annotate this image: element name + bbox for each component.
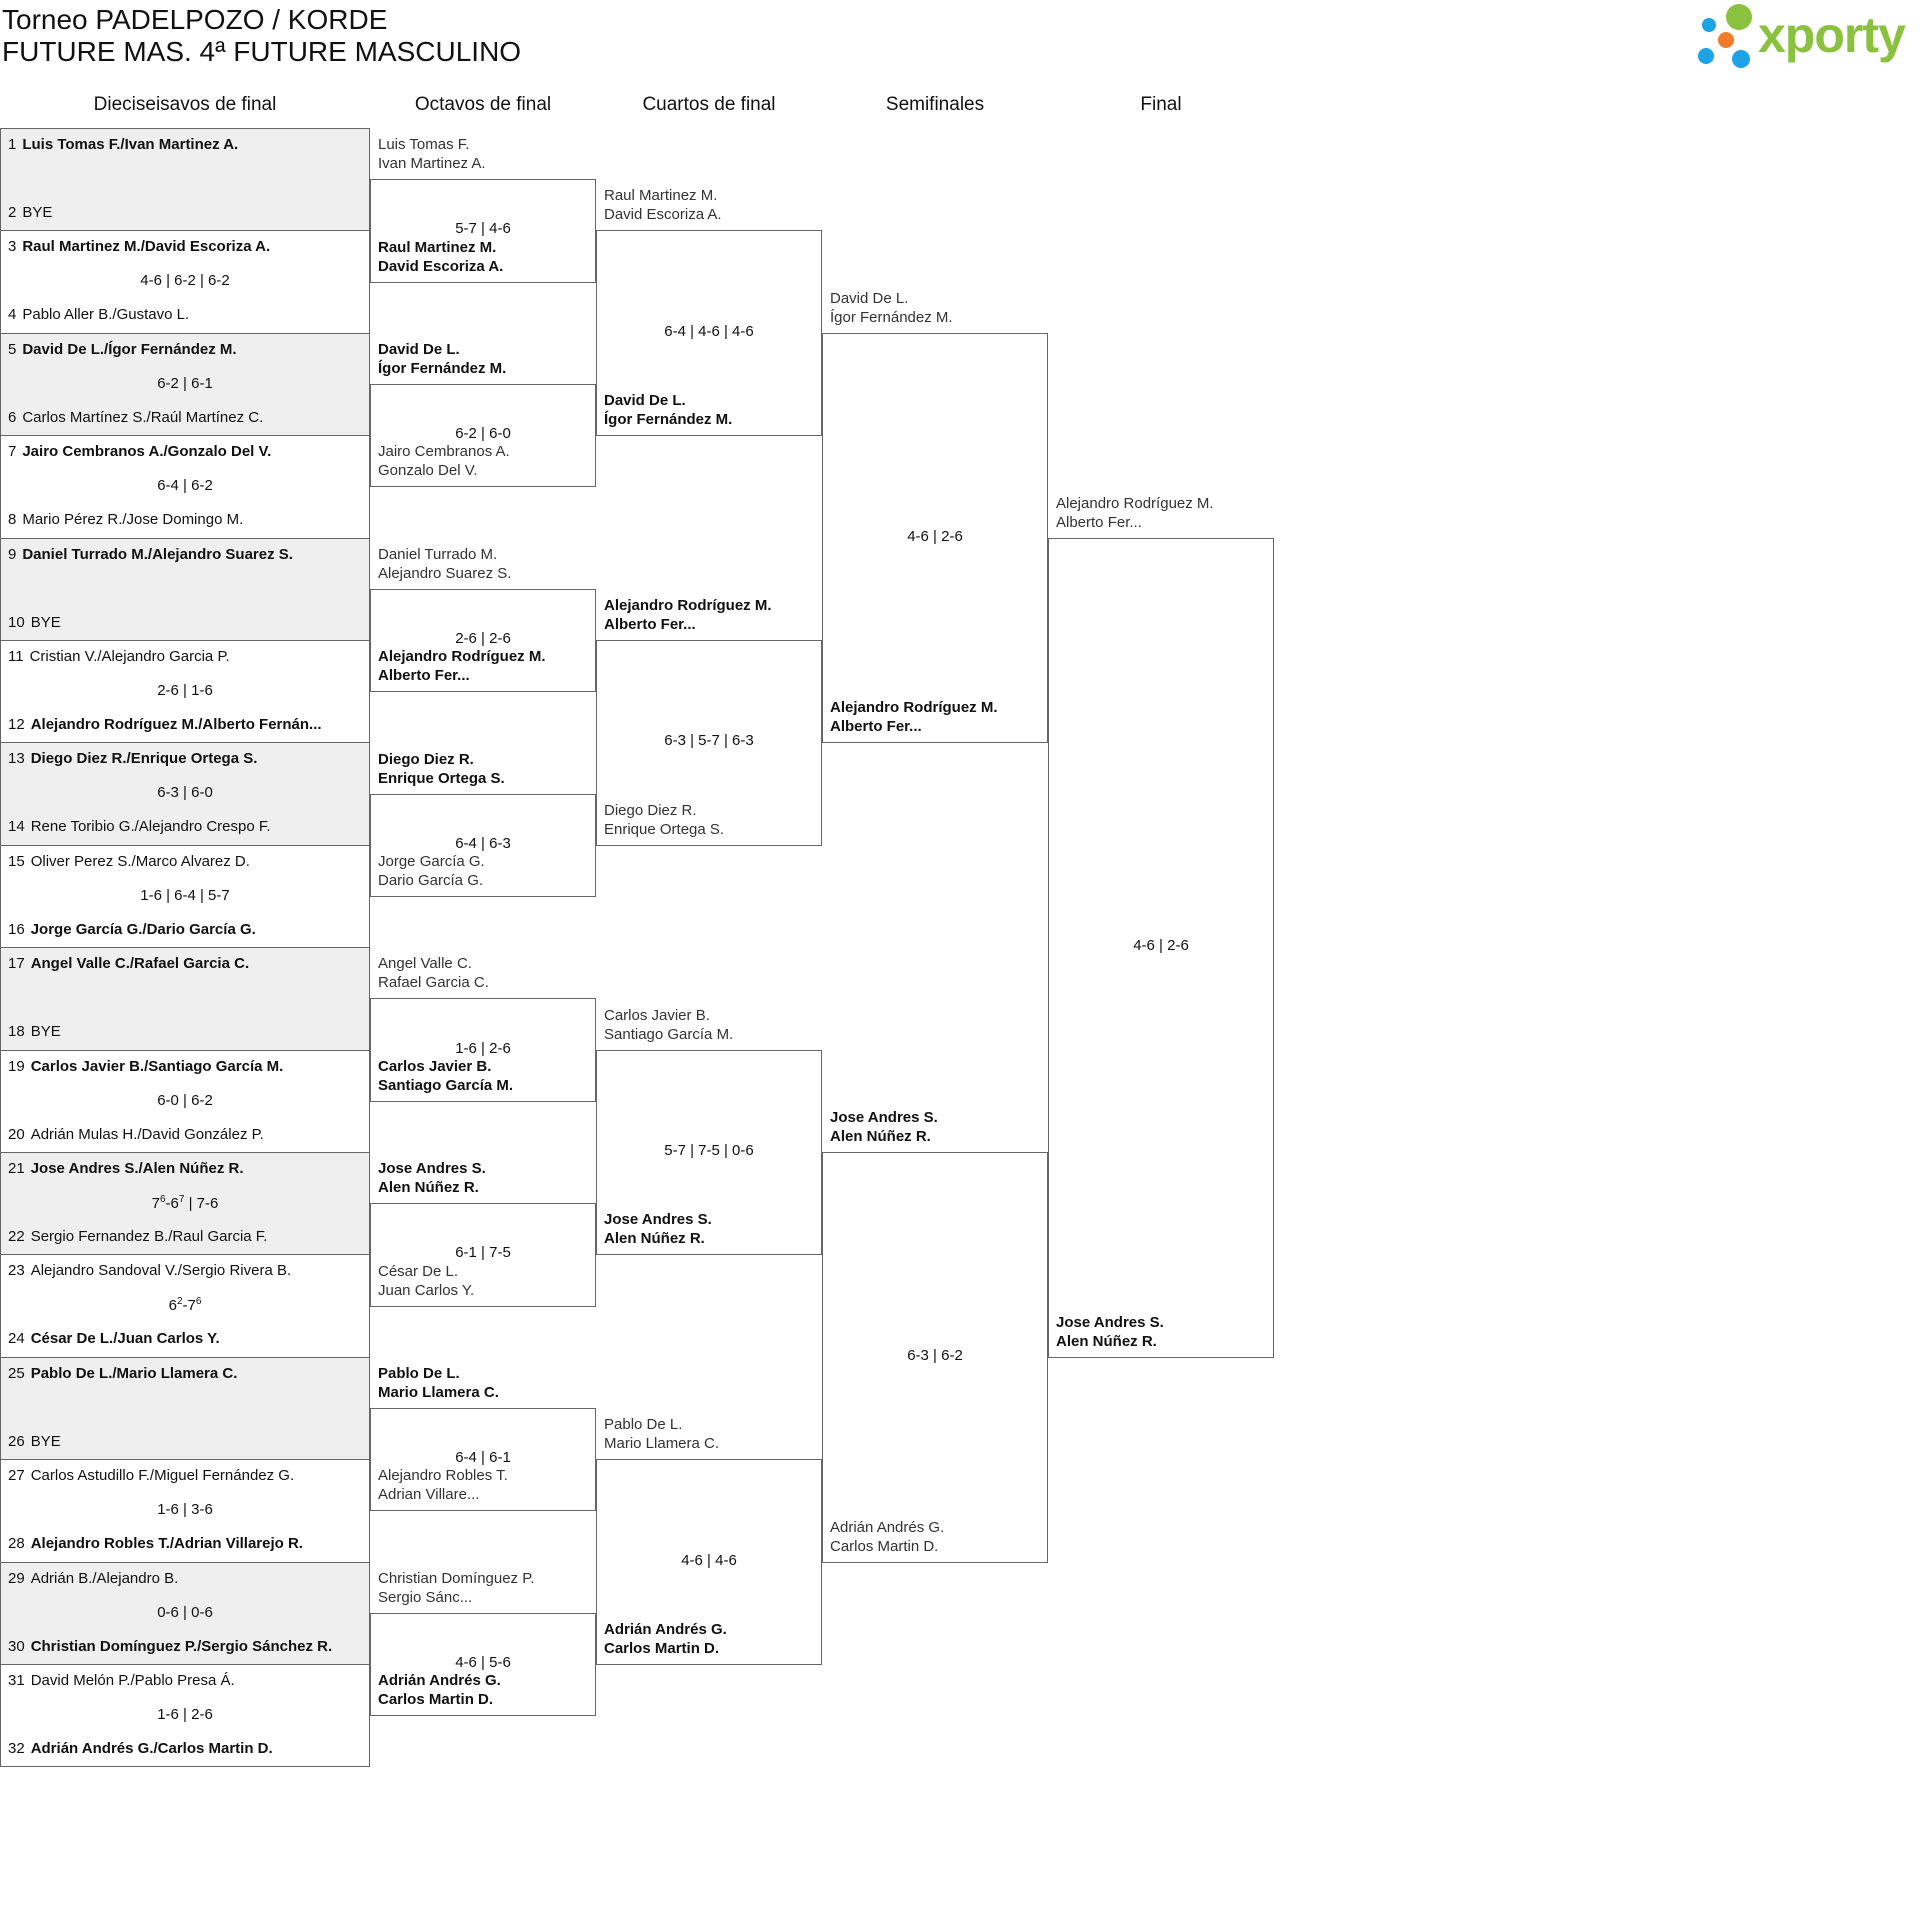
team-pair[interactable] <box>604 801 724 839</box>
team-entry[interactable] <box>8 306 189 323</box>
player-name: Jairo Cembranos A. <box>378 443 510 461</box>
match-score: 6-2 | 6-0 <box>455 425 511 443</box>
team-pair[interactable] <box>604 1006 733 1044</box>
team-name: David De L./Ígor Fernández M. <box>22 340 237 358</box>
player-name: Ígor Fernández M. <box>830 308 953 326</box>
team-name: Angel Valle C./Rafael Garcia C. <box>30 955 250 973</box>
player-name: Alejandro Rodríguez M. <box>1056 494 1214 512</box>
team-pair[interactable] <box>604 1415 719 1453</box>
player-name: Carlos Javier B. <box>604 1006 710 1024</box>
player-name: Daniel Turrado M. <box>378 545 498 563</box>
player-name: Enrique Ortega S. <box>604 820 725 838</box>
team-name: Carlos Astudillo F./Miguel Fernández G. <box>30 1467 295 1485</box>
match-score: 6-4 | 6-2 <box>157 477 213 495</box>
player-name: Adrián Andrés G. <box>378 1672 501 1690</box>
match-score: 6-2 | 6-1 <box>157 374 213 392</box>
match-score: 4-6 | 4-6 <box>681 1551 737 1569</box>
player-name: Rafael Garcia C. <box>378 974 489 992</box>
player-name: Gonzalo Del V. <box>378 462 478 480</box>
seed-number: 32 <box>8 1740 25 1757</box>
player-name: Juan Carlos Y. <box>378 1281 475 1299</box>
seed-number: 12 <box>8 716 25 733</box>
team-entry[interactable] <box>8 1467 294 1484</box>
seed-number: 10 <box>8 613 25 631</box>
team-name: Jairo Cembranos A./Gonzalo Del V. <box>22 443 272 461</box>
match-score: 4-6 | 2-6 <box>1133 937 1189 955</box>
seed-number: 11 <box>8 648 24 665</box>
player-name: Jose Andres S. <box>1056 1313 1164 1331</box>
match-score: 4-6 | 6-2 | 6-2 <box>140 272 230 290</box>
team-entry[interactable] <box>8 443 271 460</box>
seed-number: 21 <box>8 1160 25 1177</box>
player-name: Carlos Martin D. <box>378 1691 494 1709</box>
team-name: Daniel Turrado M./Alejandro Suarez S. <box>22 545 293 563</box>
match-score: 6-3 | 6-2 <box>907 1346 963 1364</box>
logo-dot-blue-1 <box>1702 18 1716 32</box>
team-name: Luis Tomas F./Ivan Martinez A. <box>22 136 239 153</box>
match-score: 6-4 | 6-1 <box>455 1449 511 1467</box>
team-entry[interactable] <box>8 1570 178 1587</box>
team-entry[interactable] <box>8 1365 237 1382</box>
team-entry[interactable] <box>8 341 237 358</box>
team-entry[interactable] <box>8 648 230 665</box>
match-score: 1-6 | 3-6 <box>157 1501 213 1519</box>
team-pair[interactable] <box>378 442 510 480</box>
match-score: $7^6-6^7$ | 7-6 <box>151 1194 219 1212</box>
player-name: David De L. <box>378 341 460 358</box>
xporty-logo[interactable] <box>1696 4 1916 72</box>
seed-number: 23 <box>8 1262 25 1280</box>
logo-dot-blue-2 <box>1698 48 1714 64</box>
match-score: 4-6 | 5-6 <box>455 1654 511 1671</box>
team-pair[interactable] <box>378 340 506 378</box>
match-score: 1-6 | 6-4 | 5-7 <box>140 886 230 904</box>
player-name: Jorge García G. <box>378 853 485 870</box>
team-name: Alejandro Robles T./Adrian Villarejo R. <box>30 1535 303 1553</box>
player-name: David Escoriza A. <box>378 257 504 275</box>
team-pair[interactable] <box>378 1671 501 1709</box>
team-pair[interactable] <box>604 186 722 224</box>
team-entry[interactable] <box>8 921 256 938</box>
match-score: 0-6 | 0-6 <box>157 1603 213 1621</box>
seed-number: 31 <box>8 1672 25 1689</box>
match-score: 4-6 | 2-6 <box>907 527 963 545</box>
team-pair[interactable] <box>378 750 505 788</box>
match-score: 6-4 | 6-3 <box>455 834 511 852</box>
team-entry[interactable] <box>8 1672 235 1689</box>
player-name: Mario Llamera C. <box>378 1384 499 1401</box>
match-score: 6-3 | 6-0 <box>157 784 213 802</box>
player-name: Enrique Ortega S. <box>378 769 505 787</box>
team-name: Mario Pérez R./Jose Domingo M. <box>22 511 244 529</box>
seed-number: 27 <box>8 1467 25 1485</box>
seed-number: 26 <box>8 1432 25 1450</box>
player-name: David De L. <box>830 289 909 307</box>
team-entry[interactable] <box>8 716 322 733</box>
seed-number: 28 <box>8 1535 25 1553</box>
match-score: 2-6 | 2-6 <box>455 630 511 647</box>
player-name: David De L. <box>604 392 686 410</box>
seed-number: 25 <box>8 1364 25 1382</box>
player-name: Raul Martinez M. <box>604 187 718 205</box>
player-name: Ígor Fernández M. <box>604 411 733 429</box>
team-name: Pablo Aller B./Gustavo L. <box>22 306 190 324</box>
player-name: Pablo De L. <box>378 1365 460 1382</box>
team-entry[interactable] <box>8 511 243 528</box>
team-pair[interactable] <box>378 1262 474 1300</box>
team-name: Alejandro Sandoval V./Sergio Rivera B. <box>30 1262 292 1280</box>
match-score: 1-6 | 2-6 <box>455 1039 511 1057</box>
team-pair[interactable] <box>378 1364 499 1402</box>
logo-dot-blue-3 <box>1732 50 1750 68</box>
player-name: Carlos Martin D. <box>830 1537 939 1555</box>
team-pair[interactable] <box>378 545 511 583</box>
team-entry[interactable] <box>8 1058 283 1075</box>
player-name: Jose Andres S. <box>604 1211 712 1229</box>
logo-dot-green <box>1726 4 1752 30</box>
team-pair[interactable] <box>1056 1313 1164 1351</box>
team-pair[interactable] <box>604 596 772 634</box>
player-name: Alejandro Rodríguez M. <box>830 699 998 717</box>
team-pair[interactable] <box>830 289 953 327</box>
team-name: Diego Diez R./Enrique Ortega S. <box>30 750 258 768</box>
round-header-r3: Cuartos de final <box>642 94 776 115</box>
team-pair[interactable] <box>378 852 485 890</box>
seed-number: 18 <box>8 1023 25 1041</box>
team-name: Raul Martinez M./David Escoriza A. <box>22 238 271 256</box>
player-name: Alen Núñez R. <box>830 1128 931 1145</box>
team-entry[interactable] <box>8 1023 61 1040</box>
team-entry[interactable] <box>8 204 52 221</box>
team-pair[interactable] <box>604 1620 727 1658</box>
player-name: Alen Núñez R. <box>604 1230 705 1248</box>
seed-number: 15 <box>8 852 25 870</box>
team-name: Rene Toribio G./Alejandro Crespo F. <box>30 818 271 836</box>
team-entry[interactable] <box>8 1638 332 1655</box>
team-name: Jose Andres S./Alen Núñez R. <box>30 1160 244 1177</box>
player-name: Adrián Andrés G. <box>604 1621 727 1638</box>
seed-number: 29 <box>8 1569 25 1587</box>
team-pair[interactable] <box>378 1159 486 1197</box>
player-name: Christian Domínguez P. <box>378 1569 535 1587</box>
team-entry[interactable] <box>8 750 257 767</box>
match-score: 6-3 | 5-7 | 6-3 <box>664 732 754 750</box>
team-name: Pablo De L./Mario Llamera C. <box>30 1364 238 1382</box>
tournament-title <box>2 4 521 68</box>
match-score: 2-6 | 1-6 <box>157 682 213 699</box>
team-name: BYE <box>30 1432 61 1450</box>
player-name: Alejandro Robles T. <box>378 1467 508 1485</box>
player-name: Carlos Martin D. <box>604 1640 720 1657</box>
player-name: Alberto Fer... <box>604 616 696 633</box>
team-entry[interactable] <box>8 546 293 563</box>
team-pair[interactable] <box>1056 494 1214 532</box>
team-entry[interactable] <box>8 853 250 870</box>
team-entry[interactable] <box>8 238 270 255</box>
team-name: Adrián Andrés G./Carlos Martin D. <box>30 1740 273 1757</box>
player-name: Ígor Fernández M. <box>378 360 507 377</box>
team-entry[interactable] <box>8 818 271 835</box>
team-name: César De L./Juan Carlos Y. <box>30 1330 220 1348</box>
seed-number: 19 <box>8 1057 25 1075</box>
seed-number: 7 <box>8 443 17 461</box>
team-entry[interactable] <box>8 136 238 153</box>
player-name: Adrian Villare... <box>378 1486 480 1504</box>
seed-number: 20 <box>8 1125 25 1143</box>
player-name: Dario García G. <box>378 872 484 889</box>
match-score: 6-1 | 7-5 <box>455 1244 511 1262</box>
player-name: Alberto Fer... <box>830 718 922 736</box>
category-name: FUTURE MAS. 4ª FUTURE MASCULINO <box>2 36 522 67</box>
team-name: Cristian V./Alejandro Garcia P. <box>29 648 230 665</box>
player-name: César De L. <box>378 1262 459 1280</box>
team-pair[interactable] <box>378 647 546 685</box>
seed-number: 4 <box>8 306 17 324</box>
team-pair[interactable] <box>378 1569 534 1607</box>
seed-number: 17 <box>8 955 25 973</box>
team-pair[interactable] <box>604 391 732 429</box>
player-name: Santiago García M. <box>604 1025 734 1043</box>
team-name: BYE <box>22 204 53 221</box>
team-pair[interactable] <box>378 238 503 276</box>
team-entry[interactable] <box>8 1126 264 1143</box>
seed-number: 24 <box>8 1330 25 1348</box>
team-entry[interactable] <box>8 1433 61 1450</box>
player-name: Santiago García M. <box>378 1076 514 1094</box>
seed-number: 13 <box>8 750 25 768</box>
player-name: Alen Núñez R. <box>1056 1332 1157 1350</box>
match-score: 5-7 | 7-5 | 0-6 <box>664 1142 754 1159</box>
match-score: 6-0 | 6-2 <box>157 1091 213 1109</box>
player-name: Alberto Fer... <box>378 667 470 685</box>
match-score: $6^2-7^6$ <box>168 1296 202 1315</box>
player-name: Diego Diez R. <box>604 801 697 819</box>
team-pair[interactable] <box>830 1518 944 1556</box>
round-header-r2: Octavos de final <box>414 94 552 115</box>
team-name: Oliver Perez S./Marco Alvarez D. <box>30 852 250 870</box>
round-header-r4: Semifinales <box>885 94 985 115</box>
team-entry[interactable] <box>8 1228 267 1245</box>
match-score: 1-6 | 2-6 <box>157 1706 213 1723</box>
team-pair[interactable] <box>378 1057 513 1095</box>
player-name: Pablo De L. <box>604 1416 683 1434</box>
player-name: Luis Tomas F. <box>378 136 470 154</box>
player-name: Diego Diez R. <box>378 750 474 768</box>
tournament-name: Torneo PADELPOZO / KORDE <box>2 4 388 35</box>
seed-number: 8 <box>8 511 17 529</box>
seed-number: 3 <box>8 238 17 256</box>
round-header-r1: Dieciseisavos de final <box>93 94 277 115</box>
player-name: Sergio Sánc... <box>378 1588 473 1606</box>
team-name: Carlos Javier B./Santiago García M. <box>30 1057 284 1075</box>
team-name: Carlos Martínez S./Raúl Martínez C. <box>22 408 264 426</box>
team-name: Jorge García G./Dario García G. <box>30 920 256 938</box>
match-score: 5-7 | 4-6 <box>455 220 511 238</box>
player-name: Jose Andres S. <box>830 1109 938 1126</box>
team-pair[interactable] <box>604 1210 712 1248</box>
seed-number: 16 <box>8 920 25 938</box>
player-name: Adrián Andrés G. <box>830 1518 945 1536</box>
team-name: BYE <box>30 613 61 631</box>
team-pair[interactable] <box>378 1466 508 1504</box>
team-name: Sergio Fernandez B./Raul Garcia F. <box>30 1228 268 1245</box>
logo-text: xporty <box>1758 7 1905 63</box>
team-name: Christian Domínguez P./Sergio Sánchez R. <box>30 1637 333 1655</box>
team-entry[interactable] <box>8 409 263 426</box>
team-name: Adrián Mulas H./David González P. <box>30 1125 264 1143</box>
team-pair[interactable] <box>830 1108 938 1146</box>
team-entry[interactable] <box>8 1535 303 1552</box>
team-entry[interactable] <box>8 1262 291 1279</box>
player-name: Jose Andres S. <box>378 1160 486 1178</box>
team-pair[interactable] <box>830 698 998 736</box>
player-name: Alejandro Rodríguez M. <box>378 648 546 666</box>
player-name: Ivan Martinez A. <box>378 155 486 173</box>
team-entry[interactable] <box>8 1160 244 1177</box>
team-name: Adrián B./Alejandro B. <box>30 1569 179 1587</box>
team-pair[interactable] <box>378 954 489 992</box>
player-name: Alejandro Suarez S. <box>378 564 512 582</box>
player-name: Alejandro Rodríguez M. <box>604 597 772 614</box>
team-name: BYE <box>30 1023 61 1041</box>
player-name: Mario Llamera C. <box>604 1435 720 1453</box>
seed-number: 22 <box>8 1228 25 1245</box>
team-name: Alejandro Rodríguez M./Alberto Fernán... <box>30 716 322 733</box>
team-name: David Melón P./Pablo Presa Á. <box>30 1672 235 1689</box>
team-pair[interactable] <box>378 135 486 173</box>
team-entry[interactable] <box>8 1740 273 1757</box>
round-header-r5: Final <box>1140 94 1182 115</box>
seed-number: 6 <box>8 408 17 426</box>
team-entry[interactable] <box>8 614 61 631</box>
logo-dot-orange <box>1718 32 1734 48</box>
player-name: Alberto Fer... <box>1056 513 1142 531</box>
seed-number: 5 <box>8 340 17 358</box>
player-name: Alen Núñez R. <box>378 1179 479 1197</box>
match-score: 6-4 | 4-6 | 4-6 <box>664 322 754 340</box>
player-name: David Escoriza A. <box>604 206 722 224</box>
team-entry[interactable] <box>8 955 249 972</box>
seed-number: 30 <box>8 1637 25 1655</box>
player-name: Carlos Javier B. <box>378 1057 492 1075</box>
team-entry[interactable] <box>8 1330 220 1347</box>
player-name: Raul Martinez M. <box>378 238 497 256</box>
seed-number: 2 <box>8 204 17 221</box>
seed-number: 9 <box>8 545 17 563</box>
seed-number: 14 <box>8 818 25 836</box>
seed-number: 1 <box>8 136 17 153</box>
player-name: Angel Valle C. <box>378 955 472 973</box>
